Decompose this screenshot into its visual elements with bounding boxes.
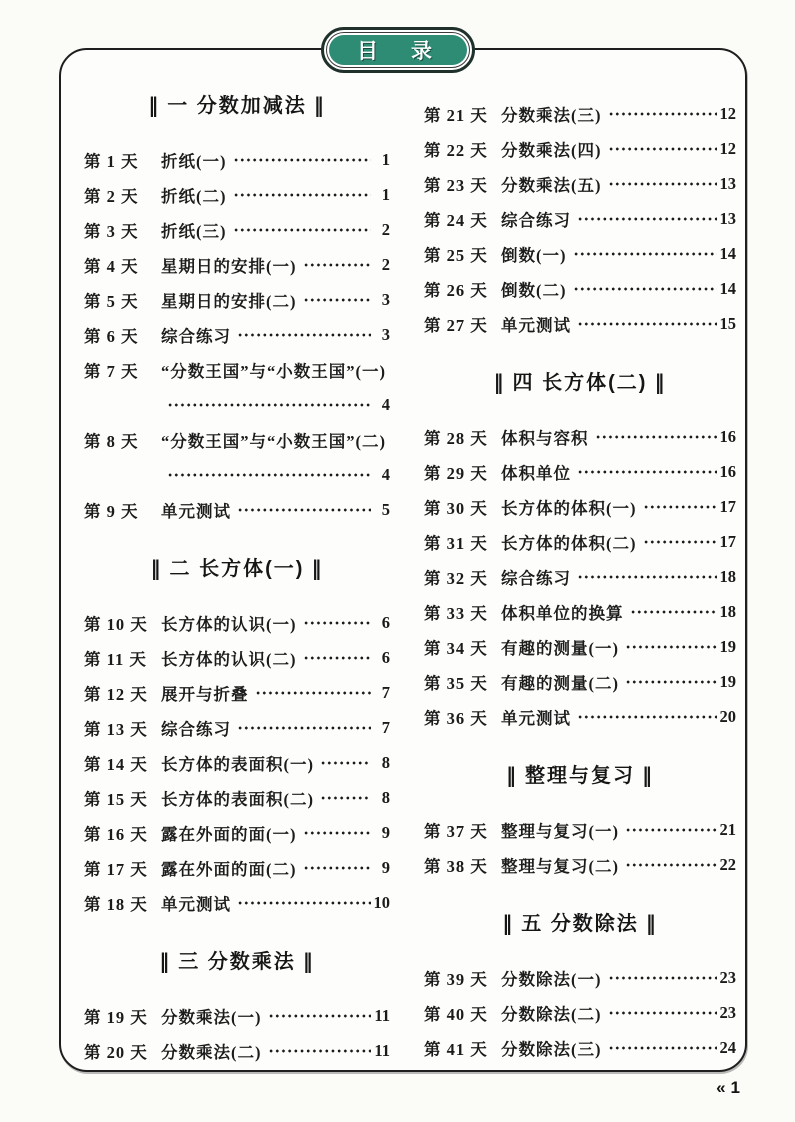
- toc-entry-row: [84, 675, 390, 710]
- section-bar-right: ‖: [311, 556, 324, 580]
- toc-entry-row: [84, 492, 390, 527]
- toc-entry-page: 1: [381, 149, 390, 169]
- dot-leader: [233, 228, 372, 232]
- toc-entry-row: [84, 885, 390, 920]
- dot-leader: [625, 680, 717, 684]
- toc-entry-title: 分数乘法(五): [501, 175, 602, 195]
- toc-entry-day: 第 15 天: [84, 789, 148, 809]
- section-heading: [84, 90, 390, 120]
- toc-entry-day: 第 4 天: [84, 256, 139, 276]
- toc-entry-row: [84, 282, 390, 317]
- dot-leader: [167, 473, 371, 477]
- section-heading-title: 五 分数除法: [521, 913, 639, 935]
- toc-entry-row: [424, 236, 736, 271]
- section-heading-title: 一 分数加减法: [167, 95, 307, 117]
- dot-leader: [268, 1049, 372, 1053]
- dot-leader: [237, 508, 371, 512]
- toc-entry-page: 4: [381, 464, 390, 484]
- dot-leader: [320, 796, 371, 800]
- toc-entry-continuation: [84, 387, 390, 422]
- dot-leader: [303, 621, 372, 625]
- toc-entry-page: 7: [381, 717, 390, 737]
- dot-leader: [608, 976, 717, 980]
- toc-entry-day: 第 28 天: [424, 428, 488, 448]
- toc-entry-page: 19: [719, 671, 736, 691]
- section-heading-title: 三 分数乘法: [178, 951, 296, 973]
- toc-entry-page: 16: [719, 461, 736, 481]
- toc-entry-title: 分数除法(一): [501, 969, 602, 989]
- toc-entry-title: 单元测试: [501, 315, 571, 335]
- section-bar-left: ‖: [159, 949, 172, 973]
- section-bar-left: ‖: [150, 556, 163, 580]
- dot-leader: [643, 505, 717, 509]
- section-heading-title: 四 长方体(二): [512, 372, 648, 394]
- toc-entry-page: 8: [381, 752, 390, 772]
- dot-leader: [303, 263, 372, 267]
- badge-inner-outline: [326, 32, 470, 68]
- toc-entry-row: [424, 664, 736, 699]
- dot-leader: [608, 1046, 717, 1050]
- dot-leader: [630, 610, 717, 614]
- dot-leader: [233, 158, 372, 162]
- toc-entry-page: 14: [719, 243, 736, 263]
- toc-entry-title: 分数除法(二): [501, 1004, 602, 1024]
- dot-leader: [237, 726, 371, 730]
- toc-entry-title: “分数王国”与“小数王国”(二): [161, 431, 386, 451]
- toc-entry-title: 露在外面的面(二): [161, 859, 297, 879]
- toc-entry-title: 长方体的体积(二): [501, 533, 637, 553]
- toc-entry-title: 分数除法(三): [501, 1039, 602, 1059]
- toc-entry-day: 第 21 天: [424, 105, 488, 125]
- toc-entry-row: [84, 142, 390, 177]
- toc-entry-day: 第 32 天: [424, 568, 488, 588]
- toc-entry-page: 5: [381, 499, 390, 519]
- toc-entry-page: 21: [719, 819, 736, 839]
- toc-entry-title: 露在外面的面(一): [161, 824, 297, 844]
- section-heading: [84, 946, 390, 976]
- toc-entry-page: 4: [381, 394, 390, 414]
- toc-entry-day: 第 13 天: [84, 719, 148, 739]
- dot-leader: [608, 147, 717, 151]
- toc-entry-page: 22: [719, 854, 736, 874]
- toc-entry-title: 折纸(一): [161, 151, 227, 171]
- toc-entry-title: 星期日的安排(一): [161, 256, 297, 276]
- toc-entry-title: 单元测试: [501, 708, 571, 728]
- section-bar-right: ‖: [313, 93, 326, 117]
- section-bar-left: ‖: [148, 93, 161, 117]
- toc-entry-title: 倒数(一): [501, 245, 567, 265]
- toc-entry-title: 体积与容积: [501, 428, 589, 448]
- section-bar-left: ‖: [502, 911, 515, 935]
- toc-entry-row: [84, 605, 390, 640]
- toc-entry-page: 24: [719, 1037, 736, 1057]
- toc-entry-page: 10: [373, 892, 390, 912]
- toc-entry-row: [424, 995, 736, 1030]
- toc-entry-page: 20: [719, 706, 736, 726]
- toc-entry-title: 折纸(三): [161, 221, 227, 241]
- dot-leader: [167, 403, 371, 407]
- toc-entry-row: [424, 306, 736, 341]
- toc-entry-title: 综合练习: [161, 719, 231, 739]
- toc-entry-title: “分数王国”与“小数王国”(一): [161, 361, 386, 381]
- toc-entry-row: [424, 454, 736, 489]
- toc-entry-page: 17: [719, 531, 736, 551]
- toc-entry-page: 2: [381, 254, 390, 274]
- toc-entry-title: 综合练习: [501, 568, 571, 588]
- toc-entry-row: [424, 131, 736, 166]
- dot-leader: [573, 287, 717, 291]
- toc-entry-day: 第 26 天: [424, 280, 488, 300]
- toc-entry-continuation: [84, 457, 390, 492]
- toc-entry-page: 18: [719, 566, 736, 586]
- toc-entry-day: 第 34 天: [424, 638, 488, 658]
- toc-entry-title: 分数乘法(一): [161, 1007, 262, 1027]
- toc-entry-row: [84, 710, 390, 745]
- toc-entry-page: 3: [381, 289, 390, 309]
- toc-entry-day: 第 31 天: [424, 533, 488, 553]
- toc-column-right: [424, 96, 736, 1065]
- toc-entry-day: 第 39 天: [424, 969, 488, 989]
- section-heading-title: 整理与复习: [525, 765, 635, 787]
- toc-entry-page: 14: [719, 278, 736, 298]
- dot-leader: [255, 691, 372, 695]
- toc-badge-title: 目 录: [329, 35, 467, 65]
- toc-entry-day: 第 22 天: [424, 140, 488, 160]
- toc-entry-day: 第 19 天: [84, 1007, 148, 1027]
- toc-entry-row: [424, 960, 736, 995]
- toc-entry-day: 第 37 天: [424, 821, 488, 841]
- toc-entry-page: 7: [381, 682, 390, 702]
- toc-entry-page: 9: [381, 822, 390, 842]
- toc-entry-title: 体积单位的换算: [501, 603, 624, 623]
- toc-entry-day: 第 35 天: [424, 673, 488, 693]
- toc-entry-day: 第 23 天: [424, 175, 488, 195]
- page-number: [716, 1078, 741, 1098]
- toc-entry-day: 第 5 天: [84, 291, 139, 311]
- toc-entry-row: [84, 212, 390, 247]
- toc-entry-title: 综合练习: [501, 210, 571, 230]
- toc-entry-day: 第 3 天: [84, 221, 139, 241]
- toc-entry-day: 第 14 天: [84, 754, 148, 774]
- dot-leader: [625, 645, 717, 649]
- toc-entry-wrapped: [84, 422, 390, 492]
- dot-leader: [577, 575, 717, 579]
- dot-leader: [577, 217, 717, 221]
- toc-entry-page: 13: [719, 173, 736, 193]
- toc-header-badge: [321, 27, 475, 73]
- toc-entry-row: [424, 559, 736, 594]
- toc-entry-row: [84, 998, 390, 1033]
- toc-entry-page: 13: [719, 208, 736, 228]
- page-number-marker: «: [716, 1078, 727, 1097]
- toc-entry-day: 第 1 天: [84, 151, 139, 171]
- section-heading: [424, 760, 736, 790]
- dot-leader: [643, 540, 717, 544]
- toc-entry-page: 6: [381, 612, 390, 632]
- toc-entry-day: 第 33 天: [424, 603, 488, 623]
- toc-entry-title: 长方体的表面积(二): [161, 789, 314, 809]
- toc-entry-day: 第 9 天: [84, 501, 139, 521]
- dot-leader: [303, 831, 372, 835]
- toc-entry-row: [424, 96, 736, 131]
- toc-entry-page: 9: [381, 857, 390, 877]
- toc-entry-row: [84, 422, 390, 457]
- toc-entry-page: 11: [374, 1040, 390, 1060]
- section-bar-left: ‖: [493, 370, 506, 394]
- toc-entry-page: 8: [381, 787, 390, 807]
- toc-entry-row: [84, 850, 390, 885]
- toc-entry-row: [424, 847, 736, 882]
- toc-entry-row: [424, 594, 736, 629]
- toc-entry-title: 长方体的认识(一): [161, 614, 297, 634]
- toc-entry-row: [424, 524, 736, 559]
- toc-entry-row: [424, 1030, 736, 1065]
- toc-entry-row: [424, 812, 736, 847]
- dot-leader: [595, 435, 717, 439]
- dot-leader: [237, 333, 371, 337]
- section-bar-left: ‖: [506, 763, 518, 787]
- dot-leader: [577, 470, 717, 474]
- toc-entry-title: 星期日的安排(二): [161, 291, 297, 311]
- toc-entry-page: 23: [719, 967, 736, 987]
- dot-leader: [608, 1011, 717, 1015]
- toc-entry-row: [424, 271, 736, 306]
- toc-entry-title: 单元测试: [161, 501, 231, 521]
- section-bar-right: ‖: [654, 370, 667, 394]
- toc-entry-page: 12: [719, 103, 736, 123]
- section-bar-right: ‖: [302, 949, 315, 973]
- toc-entry-title: 综合练习: [161, 326, 231, 346]
- toc-entry-day: 第 38 天: [424, 856, 488, 876]
- toc-entry-title: 体积单位: [501, 463, 571, 483]
- toc-entry-title: 有趣的测量(二): [501, 673, 619, 693]
- toc-entry-day: 第 10 天: [84, 614, 148, 634]
- toc-entry-day: 第 36 天: [424, 708, 488, 728]
- dot-leader: [573, 252, 717, 256]
- dot-leader: [303, 656, 372, 660]
- dot-leader: [608, 182, 717, 186]
- toc-entry-row: [84, 745, 390, 780]
- dot-leader: [237, 901, 371, 905]
- toc-column-left: [84, 88, 390, 1068]
- toc-entry-page: 23: [719, 1002, 736, 1022]
- toc-entry-row: [424, 489, 736, 524]
- toc-entry-day: 第 27 天: [424, 315, 488, 335]
- toc-entry-page: 1: [381, 184, 390, 204]
- toc-entry-row: [424, 201, 736, 236]
- dot-leader: [577, 322, 717, 326]
- toc-entry-title: 折纸(二): [161, 186, 227, 206]
- toc-entry-page: 3: [381, 324, 390, 344]
- toc-entry-day: 第 12 天: [84, 684, 148, 704]
- toc-entry-title: 长方体的表面积(一): [161, 754, 314, 774]
- toc-entry-day: 第 29 天: [424, 463, 488, 483]
- section-heading: [84, 553, 390, 583]
- toc-entry-row: [84, 815, 390, 850]
- toc-entry-page: 15: [719, 313, 736, 333]
- toc-entry-row: [84, 247, 390, 282]
- toc-entry-row: [84, 352, 390, 387]
- dot-leader: [320, 761, 371, 765]
- toc-entry-row: [424, 699, 736, 734]
- section-heading-title: 二 长方体(一): [169, 558, 305, 580]
- dot-leader: [625, 863, 717, 867]
- toc-entry-title: 展开与折叠: [161, 684, 249, 704]
- toc-entry-day: 第 11 天: [84, 649, 147, 669]
- toc-entry-row: [424, 629, 736, 664]
- toc-entry-page: 2: [381, 219, 390, 239]
- toc-entry-row: [84, 1033, 390, 1068]
- dot-leader: [303, 298, 372, 302]
- toc-entry-row: [84, 317, 390, 352]
- toc-entry-row: [84, 780, 390, 815]
- section-bar-right: ‖: [642, 763, 654, 787]
- toc-entry-title: 倒数(二): [501, 280, 567, 300]
- dot-leader: [303, 866, 372, 870]
- badge-outer-outline: [321, 27, 475, 73]
- toc-entry-day: 第 17 天: [84, 859, 148, 879]
- toc-entry-wrapped: [84, 352, 390, 422]
- toc-entry-page: 6: [381, 647, 390, 667]
- toc-entry-day: 第 20 天: [84, 1042, 148, 1062]
- toc-entry-day: 第 7 天: [84, 361, 139, 381]
- toc-entry-page: 17: [719, 496, 736, 516]
- toc-entry-page: 19: [719, 636, 736, 656]
- toc-entry-row: [84, 177, 390, 212]
- toc-entry-row: [84, 640, 390, 675]
- toc-entry-title: 分数乘法(四): [501, 140, 602, 160]
- toc-entry-row: [424, 419, 736, 454]
- toc-entry-title: 分数乘法(三): [501, 105, 602, 125]
- toc-entry-day: 第 30 天: [424, 498, 488, 518]
- section-bar-right: ‖: [645, 911, 658, 935]
- toc-entry-title: 长方体的认识(二): [161, 649, 297, 669]
- toc-entry-title: 分数乘法(二): [161, 1042, 262, 1062]
- toc-entry-day: 第 6 天: [84, 326, 139, 346]
- toc-entry-day: 第 25 天: [424, 245, 488, 265]
- page-number-value: 1: [730, 1078, 741, 1097]
- toc-entry-page: 16: [719, 426, 736, 446]
- toc-entry-page: 12: [719, 138, 736, 158]
- toc-entry-title: 长方体的体积(一): [501, 498, 637, 518]
- toc-entry-title: 整理与复习(二): [501, 856, 619, 876]
- toc-entry-day: 第 24 天: [424, 210, 488, 230]
- toc-entry-title: 整理与复习(一): [501, 821, 619, 841]
- dot-leader: [608, 112, 717, 116]
- toc-entry-day: 第 16 天: [84, 824, 148, 844]
- toc-entry-page: 11: [374, 1005, 390, 1025]
- toc-entry-day: 第 40 天: [424, 1004, 488, 1024]
- toc-entry-day: 第 2 天: [84, 186, 139, 206]
- section-heading: [424, 367, 736, 397]
- toc-entry-row: [424, 166, 736, 201]
- toc-entry-day: 第 8 天: [84, 431, 139, 451]
- dot-leader: [233, 193, 372, 197]
- toc-entry-page: 18: [719, 601, 736, 621]
- dot-leader: [625, 828, 717, 832]
- dot-leader: [268, 1014, 372, 1018]
- toc-entry-day: 第 41 天: [424, 1039, 488, 1059]
- section-heading: [424, 908, 736, 938]
- toc-entry-day: 第 18 天: [84, 894, 148, 914]
- dot-leader: [577, 715, 717, 719]
- toc-entry-title: 有趣的测量(一): [501, 638, 619, 658]
- toc-entry-title: 单元测试: [161, 894, 231, 914]
